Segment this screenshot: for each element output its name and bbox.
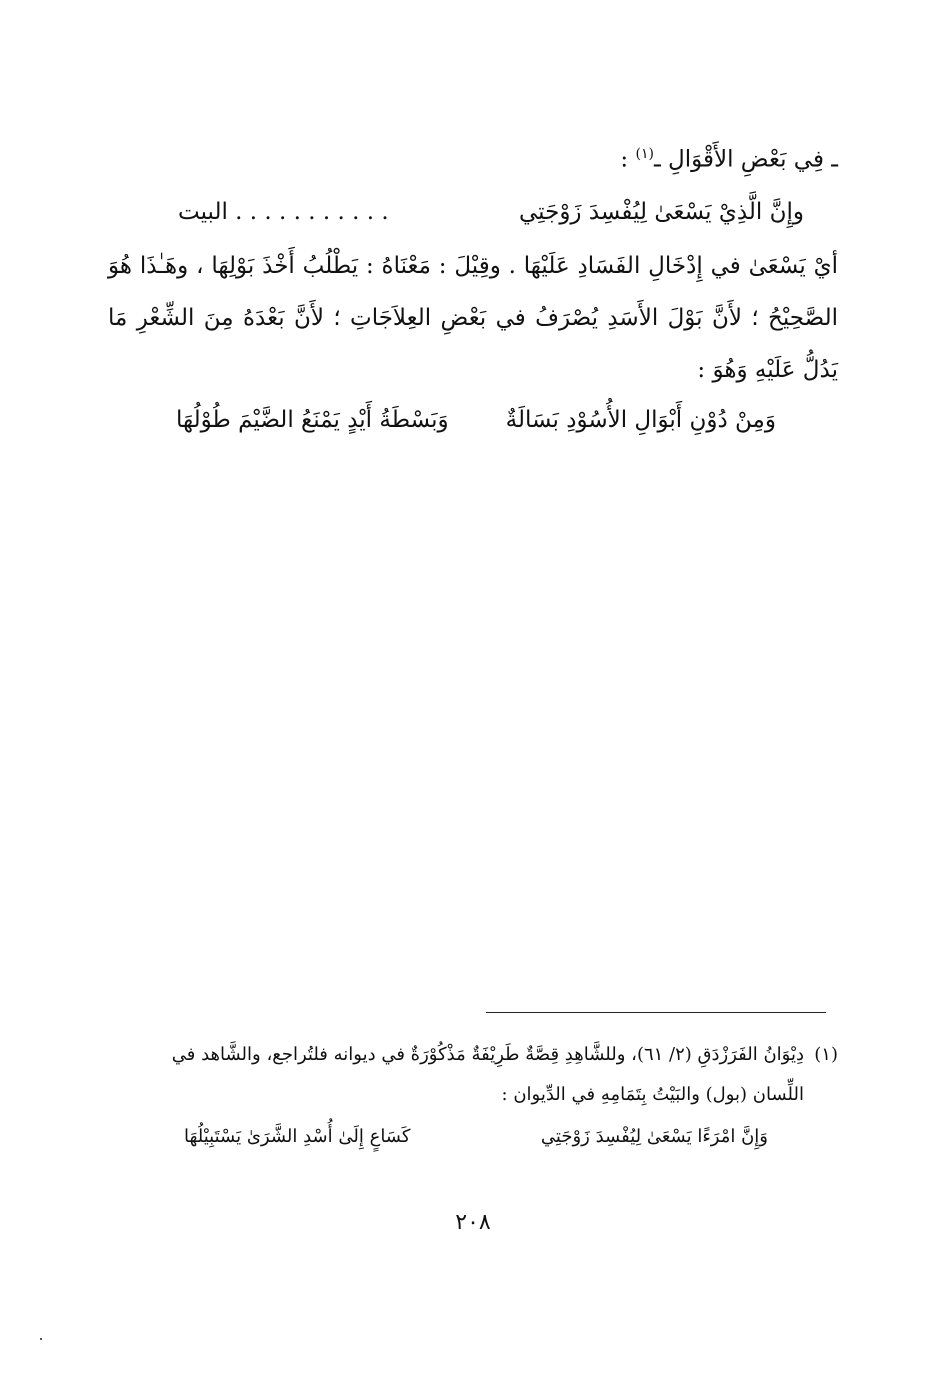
intro-line — [108, 134, 838, 180]
footnote-text-1: دِيْوَانُ الفَرَزْدَقِ (٢/ ٦١)، وللشَّاهِدِ قِصَّةٌ طَرِيْفَةٌ مَذْكُوْرَةٌ في ديوانه فلتُراجع، والشَّاهد في — [171, 1044, 804, 1065]
verse-2-first-hemistich: وَمِنْ دُوْنِ أَبْوَالِ الأُسُوْدِ بَسَالَةٌ — [505, 407, 776, 433]
intro-colon: : — [620, 146, 629, 173]
footnote-line-2: اللِّسان (بول) والبَيْتُ بِتَمَامِهِ في الدِّيوان : — [501, 1084, 804, 1105]
footnote-line-1 — [108, 1040, 838, 1070]
footnote-ref-1: (١) — [635, 146, 654, 162]
footnote-verse-second-hemistich: كَسَاعٍ إِلَىٰ أُسْدِ الشَّرَىٰ يَسْتَبِيْلُهَا — [184, 1126, 411, 1147]
footnote-separator — [486, 1012, 826, 1013]
verse-1-second-hemistich: . . . . . . . . . . . البيت — [178, 199, 389, 225]
footnote-number: (١) — [814, 1044, 838, 1065]
footnote-verse — [0, 1122, 946, 1152]
body-line-3: أيْ يَسْعَىٰ في إِدْخَالِ الفَسَادِ عَلَيْهَا . وقِيْلَ : مَعْنَاهُ : يَطْلُبُ أَخْذَ بَوْلِهَا ، وهَـٰذَا هُوَ — [108, 253, 838, 279]
scan-speck — [40, 1338, 42, 1340]
verse-1-first-hemistich: وإِنَّ الَّذِيْ يَسْعَىٰ لِيُفْسِدَ زَوْجَتِي — [518, 199, 804, 225]
body-line-5: يَدُلُّ عَلَيْهِ وَهُوَ : — [697, 357, 838, 383]
verse-2 — [0, 400, 946, 440]
footnote-verse-first-hemistich: وَإِنَّ امْرَءًا يَسْعَىٰ لِيُفْسِدَ زَوْجَتِي — [540, 1126, 768, 1147]
intro-text: ـ فِي بَعْضِ الأَقْوَالِ ـ — [653, 146, 838, 173]
verse-1 — [0, 192, 946, 232]
body-line-4: الصَّحِيْحُ ؛ لأَنَّ بَوْلَ الأَسَدِ يُصْرَفُ في بَعْضِ العِلاَجَاتِ ؛ لأَنَّ بَعْدَهُ مِنَ الشِّعْرِ مَا — [108, 305, 838, 331]
page-number: ٢٠٨ — [455, 1210, 491, 1235]
verse-2-second-hemistich: وَبَسْطَةُ أَيْدٍ يَمْنَعُ الضَّيْمَ طُوْلُهَا — [176, 407, 449, 433]
